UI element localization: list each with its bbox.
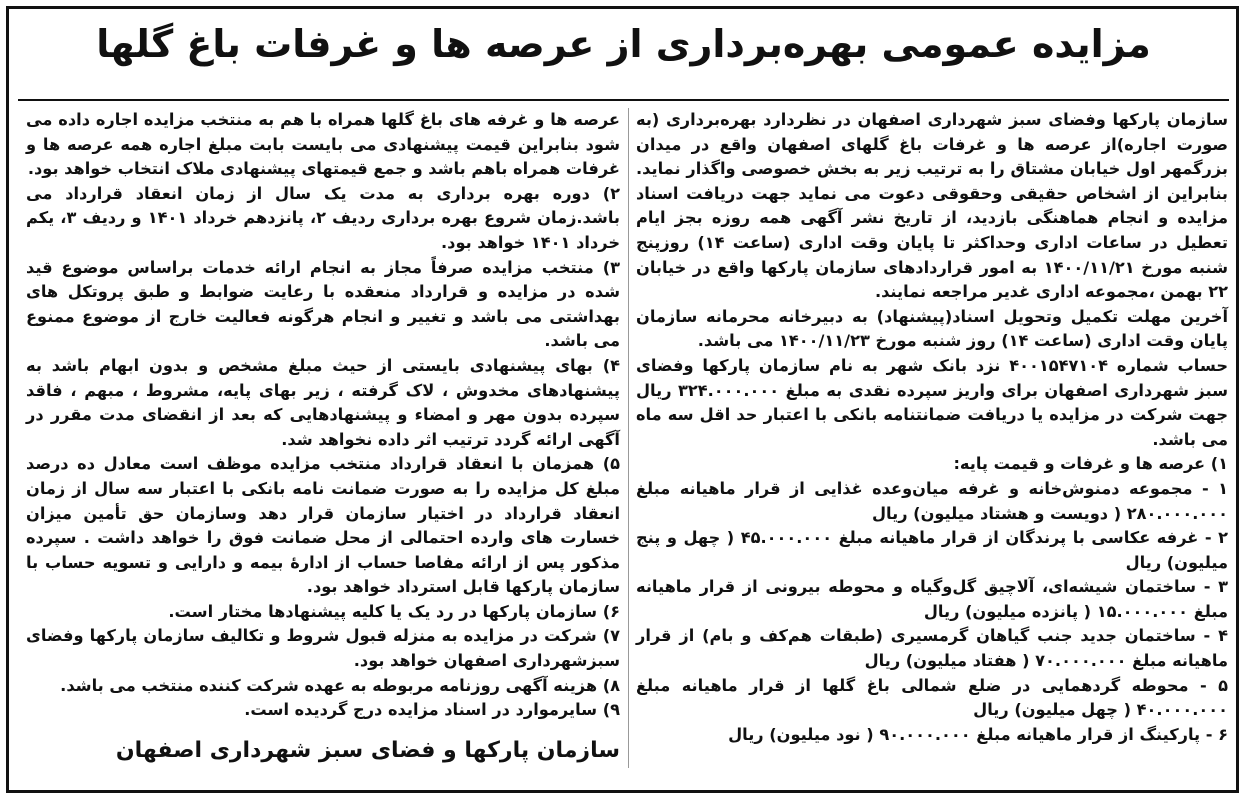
paragraph: ۷) شرکت در مزایده به منزله قبول شروط و تکالیف سازمان پارکها وفضای سبزشهرداری اصفهان خواهد بود.	[26, 626, 620, 671]
paragraph: آخرین مهلت تکمیل وتحویل اسناد(پیشنهاد) به دبیرخانه محرمانه سازمان پایان وقت اداری (ساعت ۱۴) روز شنبه مورخ ۱۴۰۰/۱۱/۲۳ می باشد.	[636, 306, 1228, 351]
paragraph: ۹) سایرموارد در اسناد مزایده درج گردیده است.	[244, 700, 620, 720]
paragraph: سازمان پارکها وفضای سبز شهرداری اصفهان در نظردارد بهره‌برداری (به صورت اجاره)از عرصه ها و غرفات باغ گلهای اصفهان واقع در میدان بزرگمهر اول خیابان مشتاق را به ترتیب زیر به بخش خصوصی واگذار نماید. بنابراین از اشخاص حقیقی وحقوقی دعوت می نماید جهت دریافت اسناد مزایده و انجام هماهنگی بازدید، از تاریخ نشر آگهی همه روزه بجز ایام تعطیل در ساعات اداری وحداکثر تا پایان وقت اداری (ساعت ۱۴) روزپنج شنبه مورخ ۱۴۰۰/۱۱/۲۱ به امور قراردادهای سازمان پارکها واقع در خیابان ۲۲ بهمن ،مجموعه اداری غدیر مراجعه نمایند.	[636, 110, 1228, 302]
paragraph: حساب شماره ۴۰۰۱۵۴۷۱۰۴ نزد بانک شهر به نام سازمان پارکها وفضای سبز شهرداری اصفهان برای واریز سپرده نقدی به مبلغ ۳۲۴.۰۰۰.۰۰۰ ریال جهت شرکت در مزایده یا دریافت ضمانتنامه بانکی با اعتبار حد اقل سه ماه می باشد.	[636, 355, 1228, 449]
section-heading: ۱) عرصه ها و غرفات و قیمت پایه:	[953, 454, 1228, 474]
paragraph: ۶) سازمان پارکها در رد یک یا کلیه پیشنهادها مختار است.	[168, 601, 620, 621]
list-item: ۲ - غرفه عکاسی با پرندگان از قرار ماهیانه مبلغ ۴۵.۰۰۰.۰۰۰ ( چهل و پنج میلیون) ریال	[636, 528, 1228, 572]
title-divider	[18, 99, 1229, 101]
signature: سازمان پارکها و فضای سبز شهرداری اصفهان	[115, 738, 620, 763]
left-column	[26, 108, 620, 723]
list-item: ۳ - ساختمان شیشه‌ای، آلاچیق گل‌وگیاه و محوطه بیرونی از قرار ماهیانه مبلغ ۱۵.۰۰۰.۰۰۰ ( پانزده میلیون) ریال	[636, 577, 1228, 621]
paragraph: عرصه ها و غرفه های باغ گلها همراه با هم به منتخب مزایده اجاره داده می شود بنابراین قیمت پیشنهادی می بایست بابت مبلغ اجاره همه عرصه ها و غرفات همراه باهم باشد و جمع قیمتهای پیشنهادی ملاک انتخاب خواهد بود.	[26, 110, 620, 179]
paragraph: ۵) همزمان با انعقاد قرارداد منتخب مزایده موظف است معادل ده درصد مبلغ کل مزایده را به صورت ضمانت نامه بانکی با اعتبار سه سال از زمان انعقاد قرارداد در اختیار سازمان قرار دهد وسازمان حق تأمین میزان خسارت های وارده احتمالی از محل ضمانت فوق را خواهد داشت . سپرده مذکور پس از ارائه مفاصا حساب از ادارهٔ بیمه و دارایی و تسویه حساب با سازمان پارکها قابل استرداد خواهد بود.	[26, 454, 620, 597]
paragraph: ۲) دوره بهره برداری به مدت یک سال از زمان انعقاد قرارداد می باشد.زمان شروع بهره برداری ردیف ۲، پانزدهم خرداد ۱۴۰۱ و ردیف ۳، یکم خرداد ۱۴۰۱ خواهد بود.	[26, 183, 620, 252]
paragraph: ۸) هزینه آگهی روزنامه مربوطه به عهده شرکت کننده منتخب می باشد.	[60, 675, 620, 695]
paragraph: ۴) بهای پیشنهادی بایستی از حیث مبلغ مشخص و بدون ابهام باشد به پیشنهادهای مخدوش ، لاک گرفته ، زیر بهای پایه، مشروط ، مبهم ، فاقد سپرده بدون مهر و امضاء و پیشنهادهایی که بعد از انقضای مدت مقرر در آگهی ارائه گردد ترتیب اثر داده نخواهد شد.	[26, 355, 620, 449]
list-item: ۵ - محوطه گردهمایی در ضلع شمالی باغ گلها از قرار ماهیانه مبلغ ۴۰.۰۰۰.۰۰۰ ( چهل میلیون) ریال	[636, 675, 1228, 720]
paragraph: ۳) منتخب مزایده صرفاً مجاز به انجام ارائه خدمات براساس موضوع قید شده در مزایده و قرارداد منعقده با رعایت ضوابط و طبق پروتکل های بهداشتی می باشد و تغییر و انجام هرگونه فعالیت خارج از موضوع ممنوع می باشد.	[26, 257, 620, 351]
list-item: ۴ - ساختمان جدید جنب گیاهان گرمسیری (طبقات هم‌کف و بام) از قرار ماهیانه مبلغ ۷۰.۰۰۰.۰۰۰ ( هفتاد میلیون) ریال	[636, 626, 1228, 671]
column-divider	[628, 108, 629, 768]
list-item: ۶ - پارکینگ از قرار ماهیانه مبلغ ۹۰.۰۰۰.۰۰۰ ( نود میلیون) ریال	[728, 724, 1228, 744]
list-item: ۱ - مجموعه دمنوش‌خانه و غرفه میان‌وعده غذایی از قرار ماهیانه مبلغ ۲۸۰.۰۰۰.۰۰۰ ( دویست و هشتاد میلیون) ریال	[636, 478, 1228, 523]
notice-title: مزایده عمومی بهره‌برداری از عرصه ها و غرفات باغ گلها	[96, 22, 1151, 66]
right-column	[636, 108, 1228, 747]
